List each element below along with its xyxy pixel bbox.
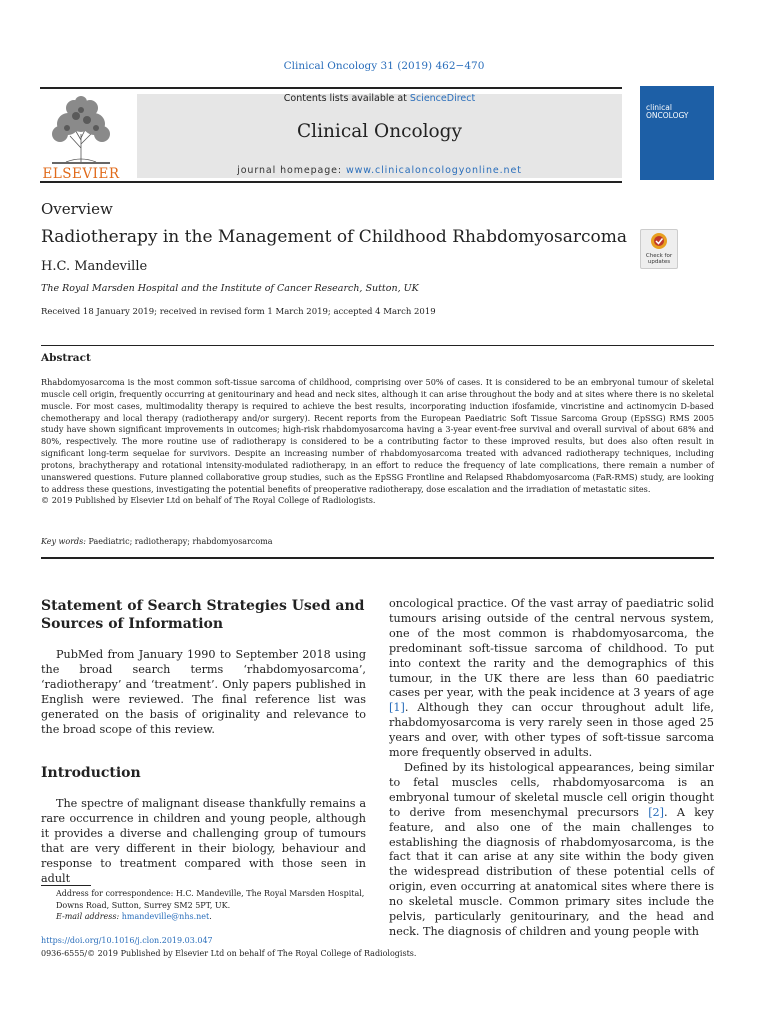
- journal-homepage-line: [137, 165, 622, 176]
- journal-name: Clinical Oncology: [297, 121, 462, 142]
- abstract-heading: Abstract: [41, 352, 91, 364]
- keywords-list: Paediatric; radiotherapy; rhabdomyosarcoma: [85, 537, 273, 546]
- correspondence-address: Address for correspondence: H.C. Mandeville, The Royal Marsden Hospital, Downs Road, Sutton, Surrey SM2 5PT, UK.: [56, 889, 365, 910]
- email-link[interactable]: hmandeville@nhs.net: [121, 912, 210, 921]
- check-updates-icon: [641, 230, 677, 254]
- keywords-label: Key words:: [41, 537, 86, 546]
- journal-homepage-link[interactable]: www.clinicaloncologyonline.net: [345, 165, 522, 176]
- right-column-text: [389, 597, 714, 940]
- check-for-updates-label: Check for updates: [645, 253, 673, 265]
- introduction-paragraph: The spectre of malignant disease thankfully remains a rare occurrence in children and young people, although it provides a diverse and challenging group of tumours that are very different in their biology, behaviour and response to treatment compared with those seen in adult: [41, 797, 366, 885]
- header-bottom-rule: [40, 181, 622, 183]
- search-strategies-heading: Statement of Search Strategies Used and Sources of Information: [41, 598, 365, 632]
- journal-citation[interactable]: Clinical Oncology 31 (2019) 462−470: [283, 60, 485, 72]
- contents-available-line: [137, 93, 622, 104]
- affiliation: The Royal Marsden Hospital and the Institute of Cancer Research, Sutton, UK: [41, 283, 419, 294]
- journal-cover-image[interactable]: [640, 86, 714, 180]
- search-strategies-text: [41, 648, 366, 737]
- introduction-text: [41, 797, 366, 886]
- search-paragraph: PubMed from January 1990 to September 2018 using the broad search terms ‘rhabdomyosarcoma’, ‘radiotherapy’ and ‘treatment’. Only papers published in English were reviewed. The final reference list was generated on the basis of originality and relevance to the broad scope of this review.: [41, 648, 366, 736]
- abstract-bottom-rule: [41, 557, 714, 559]
- header-top-rule: [40, 87, 622, 89]
- article-title: Radiotherapy in the Management of Childhood Rhabdomyosarcoma: [41, 227, 628, 247]
- journal-cover-title: clinical ONCOLOGY: [646, 103, 689, 120]
- elsevier-wordmark: ELSEVIER: [42, 166, 120, 182]
- reference-link-2[interactable]: [2]: [648, 805, 665, 819]
- abstract-paragraph: Rhabdomyosarcoma is the most common soft-tissue sarcoma of childhood, comprising over 50% of cases. It is considered to be an embryonal tumour of skeletal muscle cell origin, frequently occurring at genitourinary and head and neck sites, although it can arise throughout the body and at sites where there is no skeletal muscle. For most cases, multimodality therapy is required to achieve the best results, incorporating induction ifosfamide, vincristine and actinomycin D-based chemotherapy and local therapy (radiotherapy and/or surgery). Recent reports from the European Paediatric Soft Tissue Sarcoma Group (EpSSG) RMS 2005 study have shown significant improvements in outcomes; high-risk rhabdomyosarcoma having a 3-year event-free survival and overall survival of about 68% and 80%, respectively. The more routine use of radiotherapy is considered to be a contributing factor to these improved results, but does also often result in significant long-term sequelae for survivors. Despite an increasing number of rhabdomyosarcoma treated with advanced radiotherapy techniques, including protons, brachytherapy and rotational intensity-modulated radiotherapy, in an effort to reduce the frequency of late complications, there remain a number of unanswered questions. Future planned collaborative group studies, such as the EpSSG Frontline and Relapsed Rhabdomyosarcoma (FaR-RMS) study, are looking to address these questions, investigating the potential benefits of preoperative radiotherapy, dose escalation and the irradiation of metastatic sites.: [41, 377, 714, 494]
- doi-link[interactable]: https://doi.org/10.1016/j.clon.2019.03.047: [41, 936, 213, 945]
- email-line: E-mail address: hmandeville@nhs.net.: [56, 912, 212, 921]
- abstract-top-rule: [41, 345, 714, 346]
- article-type-label: Overview: [41, 200, 113, 218]
- correspondence-footnote: [41, 888, 366, 923]
- abstract-text: [41, 377, 714, 507]
- keywords: [41, 537, 273, 546]
- body-paragraph: Defined by its histological appearances, being similar to fetal muscles cells, rhabdomyosarcoma is an embryonal tumour of skeletal muscle cell origin thought to derive from mesenchymal precursors [2]. A key feature, and also one of the main challenges to establishing the diagnosis of rhabdomyosarcoma, is the fact that it can arise at any site within the body given the widespread distribution of these potential cells of origin, even occurring at anatomical sites where there is no skeletal muscle. Common primary sites include the pelvis, particularly genitourinary, and the head and neck. The diagnosis of children and young people with: [389, 760, 715, 938]
- email-label: E-mail address:: [56, 912, 122, 921]
- sciencedirect-link[interactable]: ScienceDirect: [409, 93, 476, 104]
- reference-link-1[interactable]: [1]: [389, 701, 405, 715]
- body-paragraph: oncological practice. Of the vast array of paediatric solid tumours arising outside of the central nervous system, one of the most common is rhabdomyosarcoma, the predominant soft-tissue sarcoma of childhood. To put into context the rarity and the demographics of this tumour, in the UK there are less than 60 paediatric cases per year, with the peak incidence at 3 years of age [1]. Although they can occur throughout adult life, rhabdomyosarcoma is very rarely seen in those aged 25 years and over, with other types of soft-tissue sarcoma more frequently observed in adults.: [389, 597, 714, 760]
- introduction-heading: Introduction: [41, 765, 141, 781]
- article-dates: Received 18 January 2019; received in revised form 1 March 2019; accepted 4 March 2019: [41, 307, 436, 317]
- authors: H.C. Mandeville: [41, 259, 148, 274]
- footnote-rule: [41, 885, 91, 886]
- abstract-copyright: © 2019 Published by Elsevier Ltd on behalf of The Royal College of Radiologists.: [41, 495, 376, 506]
- issn-copyright: 0936-6555/© 2019 Published by Elsevier Ltd on behalf of The Royal College of Radiologists.: [41, 949, 417, 958]
- homepage-prefix: journal homepage:: [237, 165, 346, 176]
- contents-prefix: Contents lists available at: [283, 93, 410, 104]
